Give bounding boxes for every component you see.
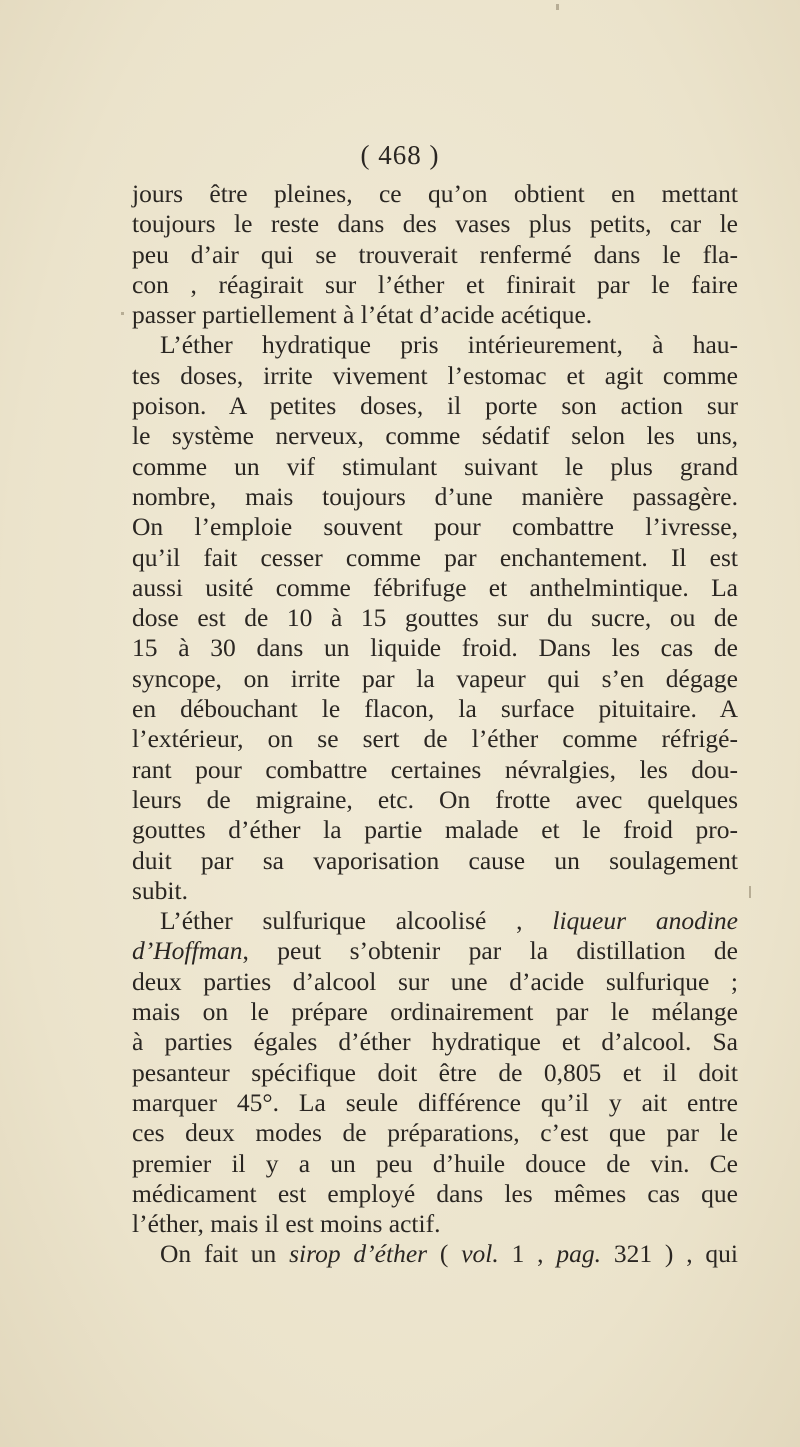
text-line: dose est de 10 à 15 gouttes sur du sucre, ou de <box>132 603 738 633</box>
text-line: duit par sa vaporisation cause un soulagement <box>132 845 738 875</box>
text-line: On l’emploie souvent pour combattre l’ivresse, <box>132 512 738 542</box>
text-line: médicament est employé dans les mêmes cas que <box>132 1178 738 1208</box>
text-line: premier il y a un peu d’huile douce de vin. Ce <box>132 1148 738 1178</box>
text-line: d’Hoffman, peut s’obtenir par la distillation de <box>132 936 738 966</box>
text-line: tes doses, irrite vivement l’estomac et agit comme <box>132 360 738 390</box>
text-line: jours être pleines, ce qu’on obtient en mettant <box>132 179 738 208</box>
text-line: pesanteur spécifique doit être de 0,805 et il doit <box>132 1057 738 1087</box>
text-line: marquer 45°. La seule différence qu’il y ait entre <box>132 1087 738 1117</box>
text-line: poison. A petites doses, il porte son action sur <box>132 391 738 421</box>
text-line: peu d’air qui se trouverait renfermé dans le fla- <box>132 239 738 269</box>
text-line: rant pour combattre certaines névralgies, les dou- <box>132 754 738 784</box>
text-line: en débouchant le flacon, la surface pituitaire. A <box>132 694 738 724</box>
text-line: aussi usité comme fébrifuge et anthelmintique. La <box>132 572 738 602</box>
speck <box>121 312 124 315</box>
text-line: ces deux modes de préparations, c’est que par le <box>132 1118 738 1148</box>
text-line: 15 à 30 dans un liquide froid. Dans les cas de <box>132 633 738 663</box>
text-line: subit. <box>132 875 188 905</box>
page-number: ( 468 ) <box>360 140 440 170</box>
body-text <box>132 179 738 1270</box>
speck <box>556 4 559 10</box>
text-line: mais on le prépare ordinairement par le mélange <box>132 997 738 1027</box>
text-line: L’éther hydratique pris intérieurement, à hau- <box>160 330 738 360</box>
text-line: gouttes d’éther la partie malade et le froid pro- <box>132 815 738 845</box>
text-line: à parties égales d’éther hydratique et d’alcool. Sa <box>132 1027 738 1057</box>
speck <box>749 886 751 898</box>
text-line: leurs de migraine, etc. On frotte avec quelques <box>132 784 738 814</box>
text-line: passer partiellement à l’état d’acide acétique. <box>132 300 593 330</box>
text-line: deux parties d’alcool sur une d’acide sulfurique ; <box>132 966 738 996</box>
text-line: con , réagirait sur l’éther et finirait par le faire <box>132 269 738 299</box>
text-line: qu’il fait cesser comme par enchantement. Il est <box>132 542 738 572</box>
text-line: On fait un sirop d’éther ( vol. 1 , pag. 321 ) , qui <box>160 1239 739 1269</box>
text-line: toujours le reste dans des vases plus petits, car le <box>132 209 738 239</box>
text-line: syncope, on irrite par la vapeur qui s’en dégage <box>132 663 738 693</box>
text-line: comme un vif stimulant suivant le plus grand <box>132 451 738 481</box>
text-line: l’éther, mais il est moins actif. <box>132 1209 441 1239</box>
text-line: le système nerveux, comme sédatif selon les uns, <box>132 421 738 451</box>
text-line: l’extérieur, on se sert de l’éther comme réfrigé- <box>132 724 738 754</box>
text-line: L’éther sulfurique alcoolisé , liqueur anodine <box>160 906 738 936</box>
text-line: nombre, mais toujours d’une manière passagère. <box>132 481 738 511</box>
